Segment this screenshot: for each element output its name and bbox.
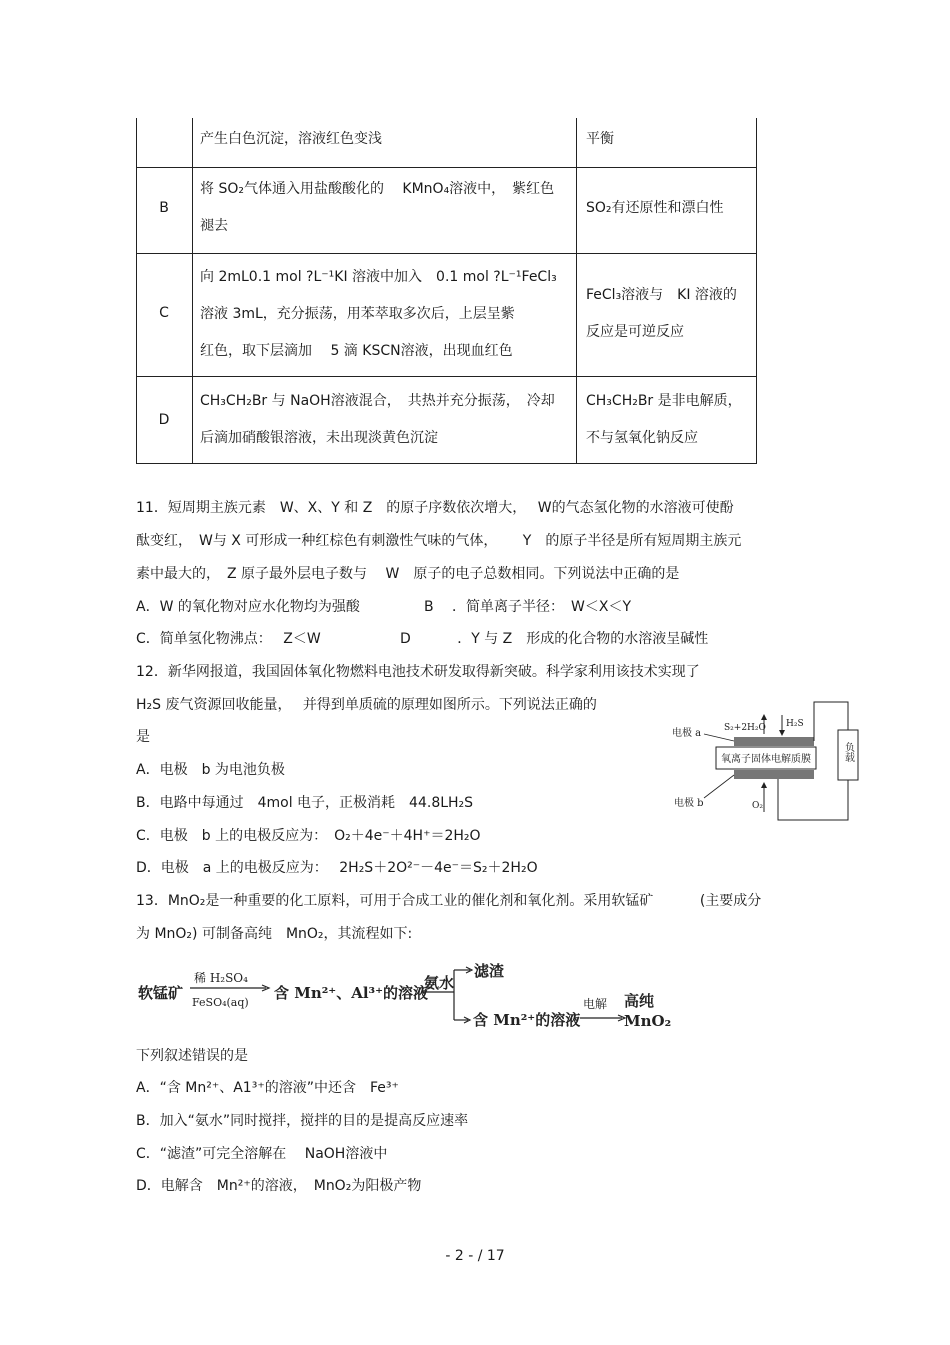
row-d-experiment-line1: CH₃CH₂Br 与 NaOH溶液混合， 共热并充分振荡， 冷却	[200, 393, 555, 409]
row-a-conclusion: 平衡	[586, 131, 614, 147]
q12-stem-line1: 12．新华网报道，我国固体氧化物燃料电池技术研发取得新突破。科学家利用该技术实现了	[136, 664, 700, 680]
q11-stem-line1: 11．短周期主族元素 W、X、Y 和 Z 的原子序数依次增大， W的气态氢化物的水溶液可使酚	[136, 500, 734, 516]
row-d-conclusion-line1: CH₃CH₂Br 是非电解质，	[586, 393, 742, 409]
process-flow-chart	[136, 958, 672, 1036]
table-divider-1	[192, 118, 193, 464]
q13-stem-line2: 为 MnO₂) 可制备高纯 MnO₂，其流程如下:	[136, 926, 413, 942]
reactant-label: H₂S	[786, 719, 804, 729]
row-b-experiment-line1: 将 SO₂气体通入用盐酸酸化的 KMnO₄溶液中， 紫红色	[200, 181, 555, 197]
flow-reagent-top: 稀 H₂SO₄	[194, 971, 248, 985]
row-c-experiment-line3: 红色，取下层滴加 5 滴 KSCN溶液，出现血红色	[200, 343, 513, 359]
flow-solution: 含 Mn²⁺、Al³⁺的溶液	[274, 984, 429, 1002]
electrode-a-plate	[734, 737, 814, 746]
electrode-a-leader	[704, 734, 734, 741]
q13-stem-line1: 13．MnO₂是一种重要的化工原料，可用于合成工业的催化剂和氧化剂。采用软锰矿 (主要成分	[136, 893, 762, 909]
q12-stem-line2: H₂S 废气资源回收能量， 并得到单质硫的原理如图所示。下列说法正确的	[136, 697, 597, 713]
q12-option-d: D．电极 a 上的电极反应为： 2H₂S＋2O²⁻－4e⁻＝S₂＋2H₂O	[136, 860, 538, 876]
q12-stem-line3: 是	[136, 729, 150, 745]
product-arrow-head	[761, 714, 767, 720]
table-border-right	[756, 118, 757, 464]
oxygen-arrow-head	[761, 782, 767, 788]
row-c-experiment-line1: 向 2mL0.1 mol ?L⁻¹KI 溶液中加入 0.1 mol ?L⁻¹FeCl₃	[200, 269, 557, 285]
load-label: 负载	[842, 742, 854, 762]
flow-solution2: 含 Mn²⁺的溶液	[473, 1011, 581, 1029]
row-d-experiment-line2: 后滴加硝酸银溶液，未出现淡黄色沉淀	[200, 430, 438, 446]
reactant-arrow-head	[779, 730, 785, 736]
row-b-experiment-line2: 褪去	[200, 218, 228, 234]
fuel-cell-diagram	[672, 700, 862, 825]
electrode-b-label: 电极 b	[674, 798, 704, 809]
q12-option-a: A．电极 b 为电池负极	[136, 762, 285, 778]
q12-option-c: C．电极 b 上的电极反应为： O₂＋4e⁻＋4H⁺＝2H₂O	[136, 828, 481, 844]
flow-product: MnO₂	[624, 1012, 672, 1030]
row-d-label: D	[158, 412, 170, 428]
flow-electrolysis: 电解	[583, 997, 608, 1011]
row-d-conclusion-line2: 不与氢氧化钠反应	[586, 430, 698, 446]
membrane-label: 氧离子固体电解质膜	[721, 754, 811, 765]
table-row-line	[136, 376, 757, 377]
q11-option-d: D ．Y 与 Z 形成的化合物的水溶液呈碱性	[400, 631, 709, 647]
product-label: S₂+2H₂O	[724, 723, 766, 733]
row-c-experiment-line2: 溶液 3mL，充分振荡，用苯萃取多次后，上层呈紫	[200, 306, 515, 322]
q11-option-a: A．W 的氧化物对应水化物均为强酸	[136, 599, 360, 615]
q13-option-a: A．“含 Mn²⁺、A1³⁺的溶液”中还含 Fe³⁺	[136, 1080, 399, 1096]
table-border-bottom	[136, 463, 757, 464]
q13-option-b: B．加入“氨水”同时搅拌，搅拌的目的是提高反应速率	[136, 1113, 469, 1129]
table-divider-2	[576, 118, 577, 464]
flow-ammonia: 氨水	[424, 974, 455, 992]
circuit-wire-bottom	[778, 779, 848, 820]
q11-option-c: C．简单氢化物沸点： Z＜W	[136, 631, 321, 647]
row-c-label: C	[159, 305, 169, 321]
experiment-table	[136, 118, 757, 464]
flow-residue: 滤渣	[474, 962, 505, 980]
row-c-conclusion-line1: FeCl₃溶液与 KI 溶液的	[586, 287, 737, 303]
q11-option-b: B ．简单离子半径： W＜X＜Y	[424, 599, 632, 615]
electrode-b-plate	[734, 770, 814, 779]
oxygen-label: O₂	[752, 801, 763, 811]
q12-option-b: B．电路中每通过 4mol 电子，正极消耗 44.8LH₂S	[136, 795, 474, 811]
row-c-conclusion-line2: 反应是可逆反应	[586, 324, 684, 340]
flow-reagent-bottom: FeSO₄(aq)	[192, 996, 249, 1009]
q11-stem-line3: 素中最大的， Z 原子最外层电子数与 W 原子的电子总数相同。下列说法中正确的是	[136, 566, 680, 582]
row-b-conclusion: SO₂有还原性和漂白性	[586, 200, 724, 216]
flow-product-top: 高纯	[624, 992, 655, 1010]
q13-option-d: D．电解含 Mn²⁺的溶液， MnO₂为阳极产物	[136, 1178, 422, 1194]
row-a-experiment: 产生白色沉淀，溶液红色变浅	[200, 131, 382, 147]
table-row-line	[136, 253, 757, 254]
q13-option-c: C．“滤渣”可完全溶解在 NaOH溶液中	[136, 1146, 388, 1162]
flow-start: 软锰矿	[138, 984, 184, 1002]
electrode-b-leader	[704, 775, 734, 798]
q11-stem-line2: 酞变红， W与 X 可形成一种红棕色有刺激性气味的气体， Y 的原子半径是所有短周期主族元	[136, 533, 742, 549]
table-row-line	[136, 167, 757, 168]
page-number: - 2 - / 17	[445, 1248, 505, 1264]
row-b-label: B	[159, 200, 169, 216]
electrode-a-label: 电极 a	[672, 728, 702, 739]
q13-intro: 下列叙述错误的是	[136, 1048, 248, 1064]
